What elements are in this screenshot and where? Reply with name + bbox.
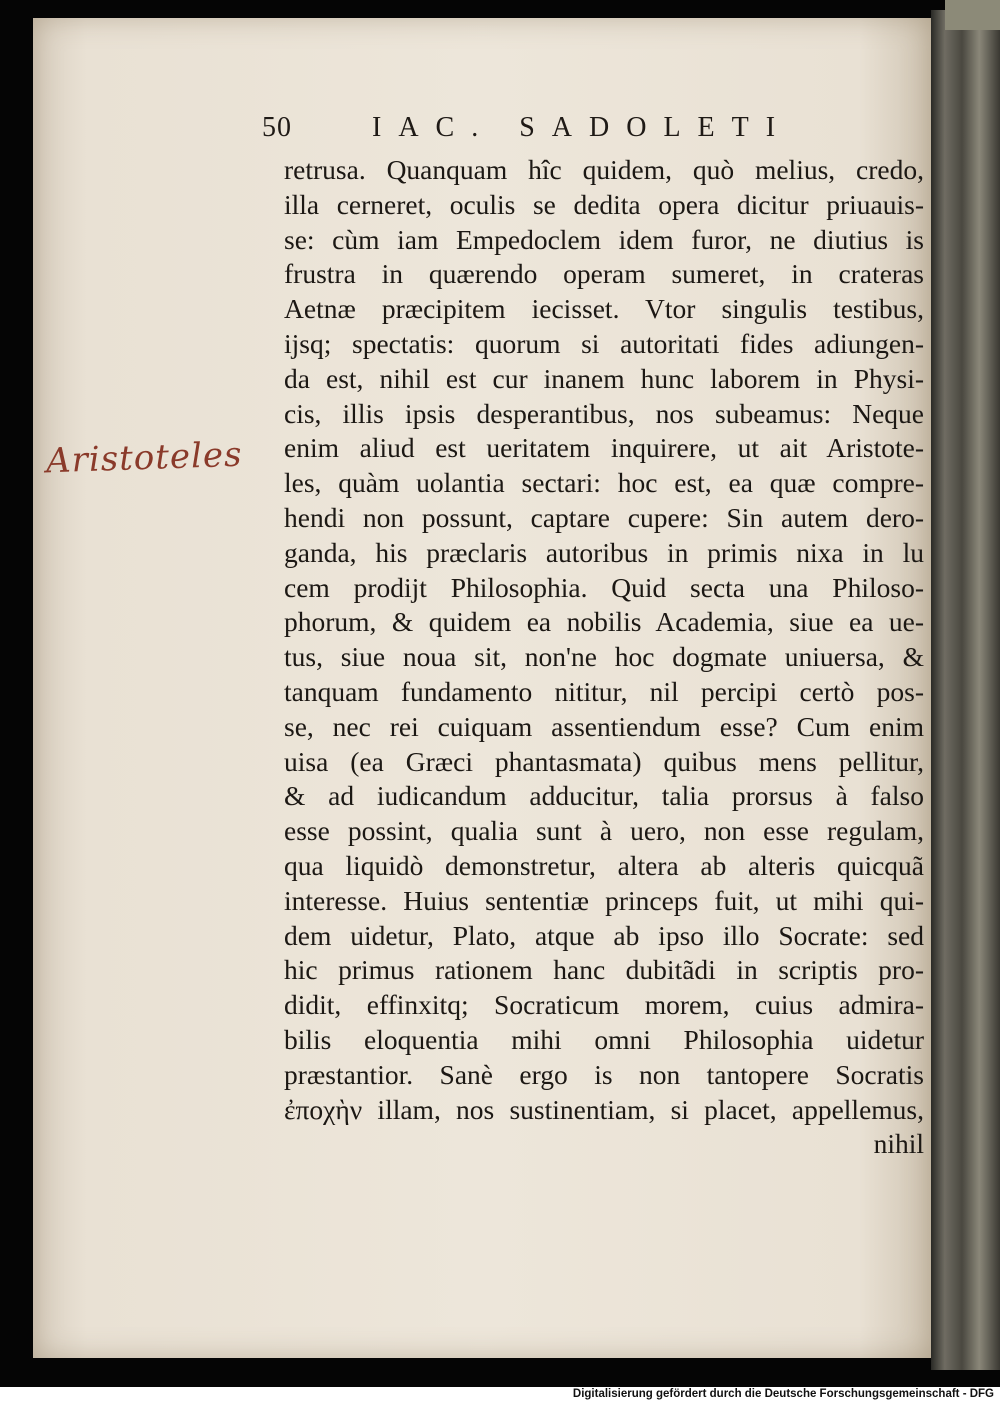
text-line: dem uidetur, Plato, atque ab ipso illo Socrate: sed <box>284 919 924 951</box>
page-number: 50 <box>262 112 292 143</box>
text-line: didit, effinxitq; Socraticum morem, cuius admira- <box>284 989 924 1021</box>
running-head <box>262 112 922 148</box>
text-line: hendi non possunt, captare cupere: Sin autem dero- <box>284 501 924 533</box>
text-line: uisa (ea Græci phantasmata) quibus mens pellitur, <box>284 745 924 777</box>
text-line: ganda, his præclaris autoribus in primis nixa in lu <box>284 536 924 568</box>
text-line: tus, siue noua sit, non'ne hoc dogmate uniuersa, & <box>284 641 924 673</box>
body-text <box>284 153 924 1162</box>
text-line: & ad iudicandum adducitur, talia prorsus à falso <box>284 780 924 812</box>
text-line: ijsq; spectatis: quorum si autoritati fides adiungen- <box>284 327 924 359</box>
text-line: se, nec rei cuiquam assentiendum esse? Cum enim <box>284 710 924 742</box>
text-line: phorum, & quidem ea nobilis Academia, siue ea ue- <box>284 606 924 638</box>
text-line: hic primus rationem hanc dubitãdi in scriptis pro- <box>284 954 924 986</box>
text-line: enim aliud est ueritatem inquirere, ut ait Aristote- <box>284 432 924 464</box>
text-line: esse possint, qualia sunt à uero, non esse regulam, <box>284 815 924 847</box>
running-title: IAC. SADOLETI <box>372 112 793 143</box>
catchword: nihil <box>873 1128 924 1160</box>
funding-credit: Digitalisierung gefördert durch die Deutsche Forschungsgemeinschaft - DFG <box>572 1388 994 1400</box>
text-line: illa cerneret, oculis se dedita opera dicitur priuauis- <box>284 188 924 220</box>
text-line: præstantior. Sanè ergo is non tantopere Socratis <box>284 1058 924 1090</box>
book-edge <box>931 10 1000 1370</box>
text-line: tanquam fundamento nititur, nil percipi certò pos- <box>284 675 924 707</box>
text-line: se: cùm iam Empedoclem idem furor, ne diutius is <box>284 223 924 255</box>
text-line: cis, illis ipsis desperantibus, nos subeamus: Neque <box>284 397 924 429</box>
footer-bar <box>0 1387 1000 1406</box>
text-line: qua liquidò demonstretur, altera ab alteris quicquã <box>284 849 924 881</box>
text-line: frustra in quærendo operam sumeret, in crateras <box>284 258 924 290</box>
text-line: les, quàm uolantia sectari: hoc est, ea quæ compre- <box>284 467 924 499</box>
text-line: bilis eloquentia mihi omni Philosophia uidetur <box>284 1023 924 1055</box>
text-line: cem prodijt Philosophia. Quid secta una Philoso- <box>284 571 924 603</box>
text-line: retrusa. Quanquam hîc quidem, quò melius, credo, <box>284 154 924 185</box>
text-line: interesse. Huius sententiæ princeps fuit, ut mihi qui- <box>284 884 924 916</box>
text-line: ἐποχὴν illam, nos sustinentiam, si placet, appellemus, <box>284 1093 924 1125</box>
text-line: da est, nihil est cur inanem hunc laborem in Physi- <box>284 362 924 394</box>
text-line: Aetnæ præcipitem iecisset. Vtor singulis testibus, <box>284 293 924 325</box>
book-corner <box>945 0 1000 30</box>
marginal-annotation: Aristoteles <box>45 434 244 482</box>
